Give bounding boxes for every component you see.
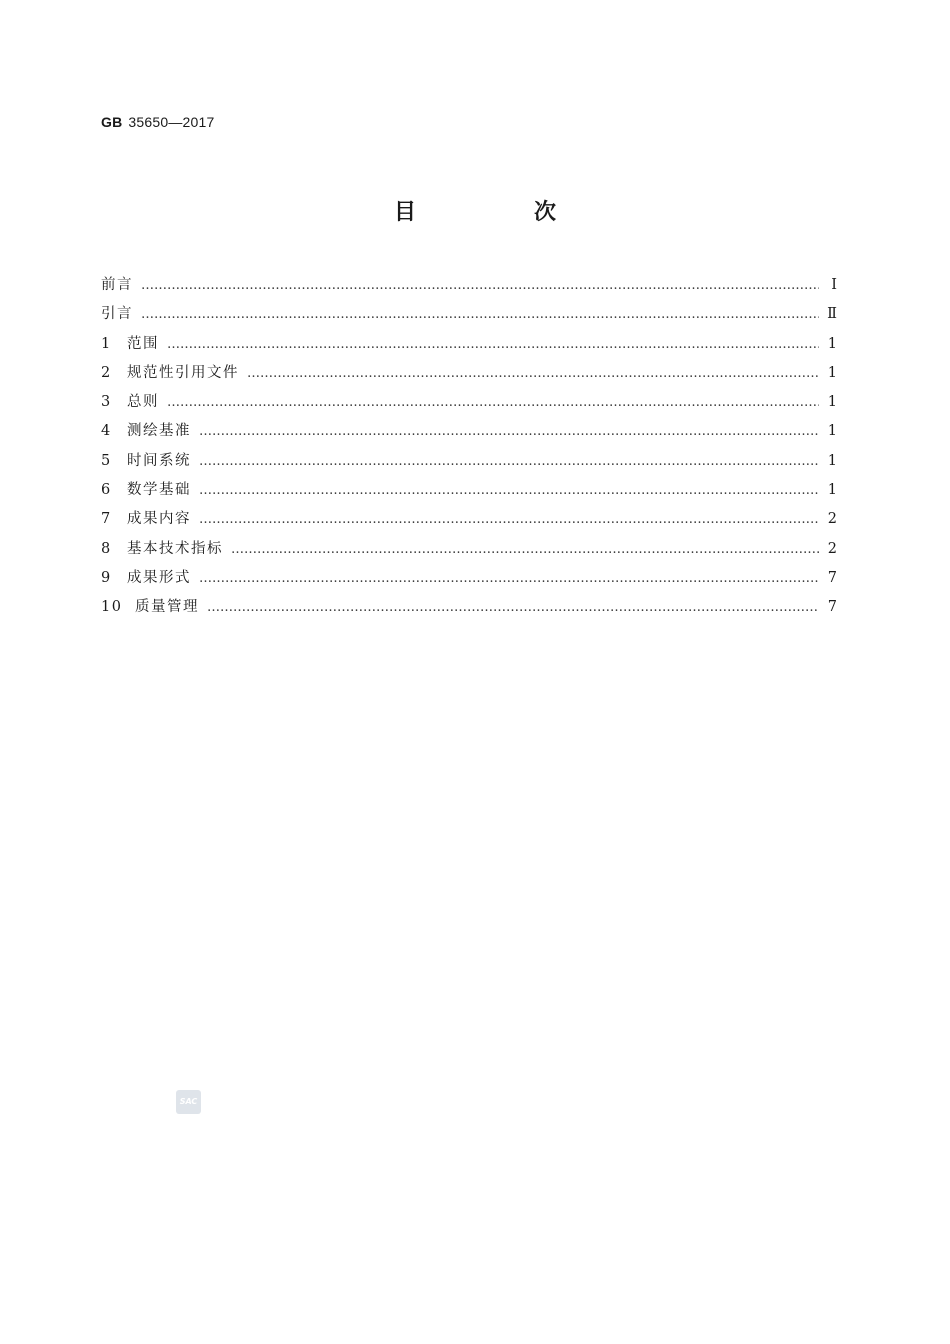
toc-entry-8[interactable] xyxy=(101,537,837,566)
toc-entry-page: 1 xyxy=(827,482,837,499)
toc-entry-page: 1 xyxy=(827,335,837,352)
toc-entry-number: 2 xyxy=(101,364,112,381)
toc-entry-number: 7 xyxy=(101,511,112,528)
toc-entry-number: 5 xyxy=(101,452,112,469)
standard-code xyxy=(101,114,214,130)
toc-entry-label: 前言 xyxy=(101,277,133,293)
toc-entry-foreword[interactable] xyxy=(101,273,837,302)
toc-entry-number: 6 xyxy=(101,482,112,499)
toc-leader-dots xyxy=(231,542,819,557)
toc-entry-number: 3 xyxy=(101,394,112,411)
toc-entry-number: 9 xyxy=(101,569,112,586)
toc-entry-10[interactable] xyxy=(101,595,837,624)
toc-entry-number: 10 xyxy=(101,599,123,616)
toc-entry-1[interactable] xyxy=(101,332,837,361)
toc-entry-label: 数学基础 xyxy=(127,482,191,499)
toc-entry-page: Ⅱ xyxy=(827,306,837,323)
toc-leader-dots xyxy=(141,278,819,293)
toc-entry-label: 成果内容 xyxy=(127,511,191,528)
standard-prefix: GB xyxy=(101,114,123,130)
toc-entry-4[interactable] xyxy=(101,419,837,448)
toc-entry-label: 测绘基准 xyxy=(127,423,191,440)
table-of-contents xyxy=(101,273,837,625)
toc-entry-page: 2 xyxy=(827,540,837,557)
toc-leader-dots xyxy=(247,366,819,381)
toc-entry-label: 质量管理 xyxy=(135,599,199,616)
toc-leader-dots xyxy=(141,307,819,322)
toc-entry-page: 7 xyxy=(827,599,837,616)
toc-entry-label: 总则 xyxy=(127,394,159,411)
toc-entry-7[interactable] xyxy=(101,507,837,536)
toc-title: 目 次 xyxy=(393,200,604,225)
toc-leader-dots xyxy=(167,337,819,352)
sac-watermark-logo: SAC xyxy=(176,1090,201,1114)
toc-entry-page: 1 xyxy=(827,423,837,440)
toc-entry-6[interactable] xyxy=(101,478,837,507)
toc-leader-dots xyxy=(199,571,819,586)
toc-entry-label: 基本技术指标 xyxy=(127,540,223,557)
toc-leader-dots xyxy=(199,424,819,439)
toc-entry-introduction[interactable] xyxy=(101,302,837,331)
toc-entry-2[interactable] xyxy=(101,361,837,390)
toc-entry-3[interactable] xyxy=(101,390,837,419)
toc-entry-label: 引言 xyxy=(101,306,133,323)
toc-leader-dots xyxy=(207,600,819,615)
toc-leader-dots xyxy=(167,395,819,410)
toc-entry-label: 成果形式 xyxy=(127,569,191,586)
standard-number: 35650—2017 xyxy=(128,114,215,130)
toc-entry-number: 8 xyxy=(101,540,112,557)
toc-entry-5[interactable] xyxy=(101,449,837,478)
toc-entry-page: 1 xyxy=(827,452,837,469)
toc-entry-page: 2 xyxy=(827,511,837,528)
toc-entry-label: 规范性引用文件 xyxy=(127,364,239,381)
toc-leader-dots xyxy=(199,454,819,469)
toc-leader-dots xyxy=(199,483,819,498)
toc-entry-page: 1 xyxy=(827,364,837,381)
toc-entry-number: 4 xyxy=(101,423,112,440)
toc-entry-page: 1 xyxy=(827,394,837,411)
toc-entry-label: 范围 xyxy=(127,335,159,352)
toc-entry-label: 时间系统 xyxy=(127,452,191,469)
toc-entry-page: Ⅰ xyxy=(831,277,837,293)
toc-entry-9[interactable] xyxy=(101,566,837,595)
toc-entry-number: 1 xyxy=(101,335,112,352)
toc-entry-page: 7 xyxy=(827,569,837,586)
toc-leader-dots xyxy=(199,512,819,527)
